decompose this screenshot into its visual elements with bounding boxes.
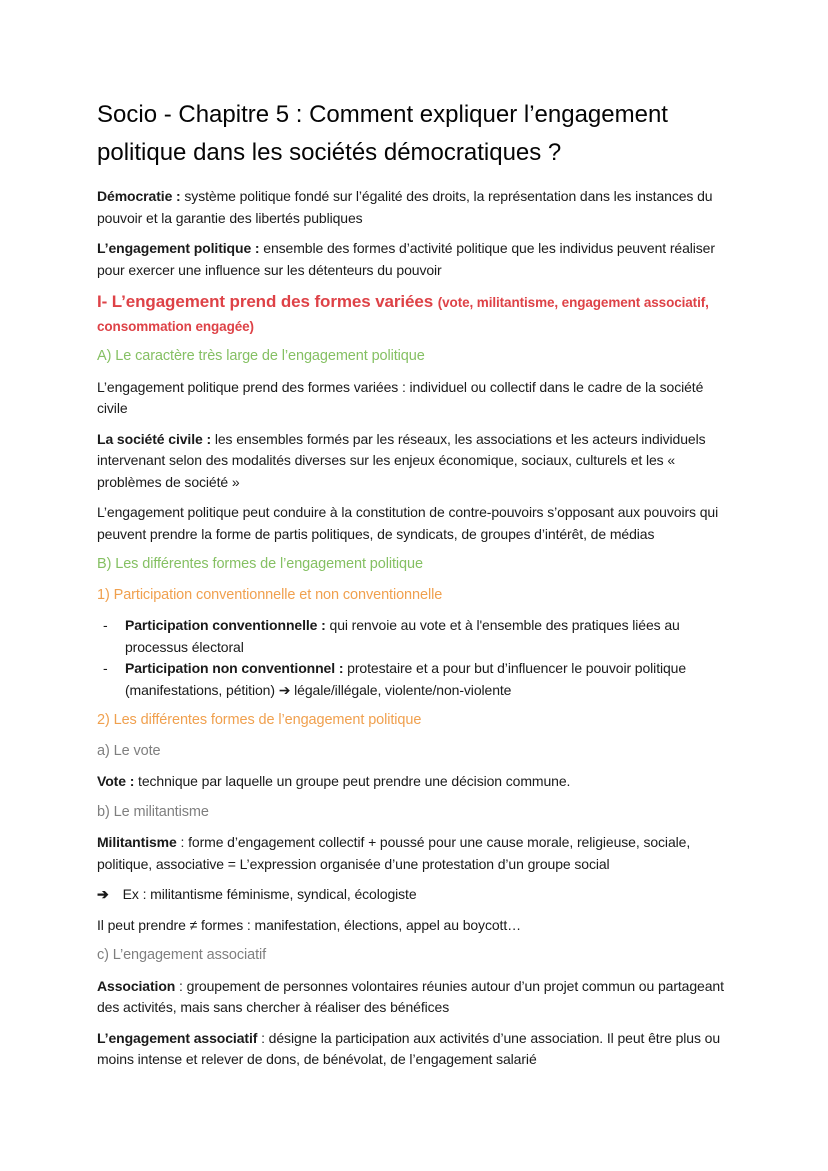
definition-engagement-associatif-text: : désigne la participation aux activités d’une association. Il peut être plus ou moins intense et relever de dons, de bénévolat, de l’engagement salarié: [97, 1029, 721, 1067]
subsection-b-heading: B) Les différentes formes de l’engagement politique: [97, 556, 423, 572]
definition-societe-civile-text: les ensembles formés par les réseaux, les associations et les acteurs individuels intervenant selon des modalités diverses sur les enjeux économique, sociaux, culturels et les « problèmes de société »: [97, 430, 706, 490]
definition-societe-civile-term: La société civile :: [97, 430, 212, 447]
definition-democratie: [97, 186, 728, 229]
definition-democratie-term: Démocratie :: [97, 188, 181, 204]
section1-heading: [97, 290, 728, 337]
definition-engagement-politique-term: L’engagement politique :: [97, 240, 260, 256]
definition-association: [97, 976, 728, 1019]
subsection-1-heading: 1) Participation conventionnelle et non conventionnelle: [97, 586, 443, 603]
definition-vote-text: technique par laquelle un groupe peut prendre une décision commune.: [134, 773, 571, 789]
definition-engagement-politique-text: ensemble des formes d’activité politique que les individus peuvent réaliser pour exercer une influence sur les détenteurs du pouvoir: [97, 240, 715, 278]
participation-list: [97, 615, 728, 701]
definition-engagement-associatif: [97, 1028, 728, 1071]
definition-vote: [97, 771, 728, 793]
right-arrow-icon: ➔: [97, 886, 109, 902]
dash-bullet: -: [103, 617, 108, 633]
list-item: [97, 658, 728, 701]
para-formes-militantisme: Il peut prendre ≠ formes : manifestation, élections, appel au boycott…: [97, 916, 522, 933]
subsection-2-heading: 2) Les différentes formes de l’engagement politique: [97, 712, 422, 728]
definition-engagement-associatif-term: L’engagement associatif: [97, 1029, 258, 1046]
bullet-conventionnelle-text: qui renvoie au vote et à l'ensemble des pratiques liées au processus électoral: [125, 617, 680, 655]
subsection-2c-heading: c) L’engagement associatif: [97, 947, 267, 963]
section1-heading-main: I- L’engagement prend des formes variées: [97, 292, 438, 311]
subsection-2a-heading: a) Le vote: [97, 742, 161, 759]
para-formes-variees: L’engagement politique prend des formes variées : individuel ou collectif dans le cadre de la société civile: [97, 378, 704, 416]
dash-bullet: -: [103, 660, 108, 676]
definition-engagement-politique: [97, 238, 728, 281]
definition-association-term: Association: [97, 977, 176, 994]
page-title: Socio - Chapitre 5 : Comment expliquer l’engagement politique dans les sociétés démocratiques ?: [97, 101, 668, 166]
example-line-text: Ex : militantisme féminisme, syndical, écologiste: [122, 886, 417, 902]
bullet-non-conventionnel-text: protestaire et a pour but d’influencer le pouvoir politique (manifestations, pétition) ➔ légale/illégale, violente/non-violente: [125, 660, 687, 698]
bullet-non-conventionnel-term: Participation non conventionnel :: [125, 660, 344, 676]
list-item: [97, 615, 728, 658]
example-line: [97, 884, 728, 906]
definition-militantisme-term: Militantisme: [97, 834, 177, 850]
definition-association-text: : groupement de personnes volontaires réunies autour d’un projet commun ou partageant des activités, mais sans chercher à réaliser des bénéfices: [97, 977, 724, 1015]
definition-societe-civile: [97, 429, 728, 494]
definition-militantisme-text: : forme d’engagement collectif + poussé pour une cause morale, religieuse, sociale, politique, associative = L’expression organisée d’une protestation d’un groupe social: [97, 834, 691, 872]
definition-democratie-text: système politique fondé sur l’égalité des droits, la représentation dans les instances du pouvoir et la garantie des libertés publiques: [97, 188, 713, 226]
definition-militantisme: [97, 832, 728, 875]
subsection-2b-heading: b) Le militantisme: [97, 803, 209, 820]
subsection-a-heading: A) Le caractère très large de l’engagement politique: [97, 348, 425, 364]
section1-heading-note: (vote, militantisme, engagement associatif, consommation engagée): [97, 295, 709, 334]
bullet-conventionnelle-term: Participation conventionnelle :: [125, 617, 326, 633]
definition-vote-term: Vote :: [97, 773, 135, 789]
para-contre-pouvoirs: L’engagement politique peut conduire à la constitution de contre-pouvoirs s’opposant aux pouvoirs qui peuvent prendre la forme de partis politiques, de syndicats, de groupes d’intérêt, de médias: [97, 504, 719, 542]
